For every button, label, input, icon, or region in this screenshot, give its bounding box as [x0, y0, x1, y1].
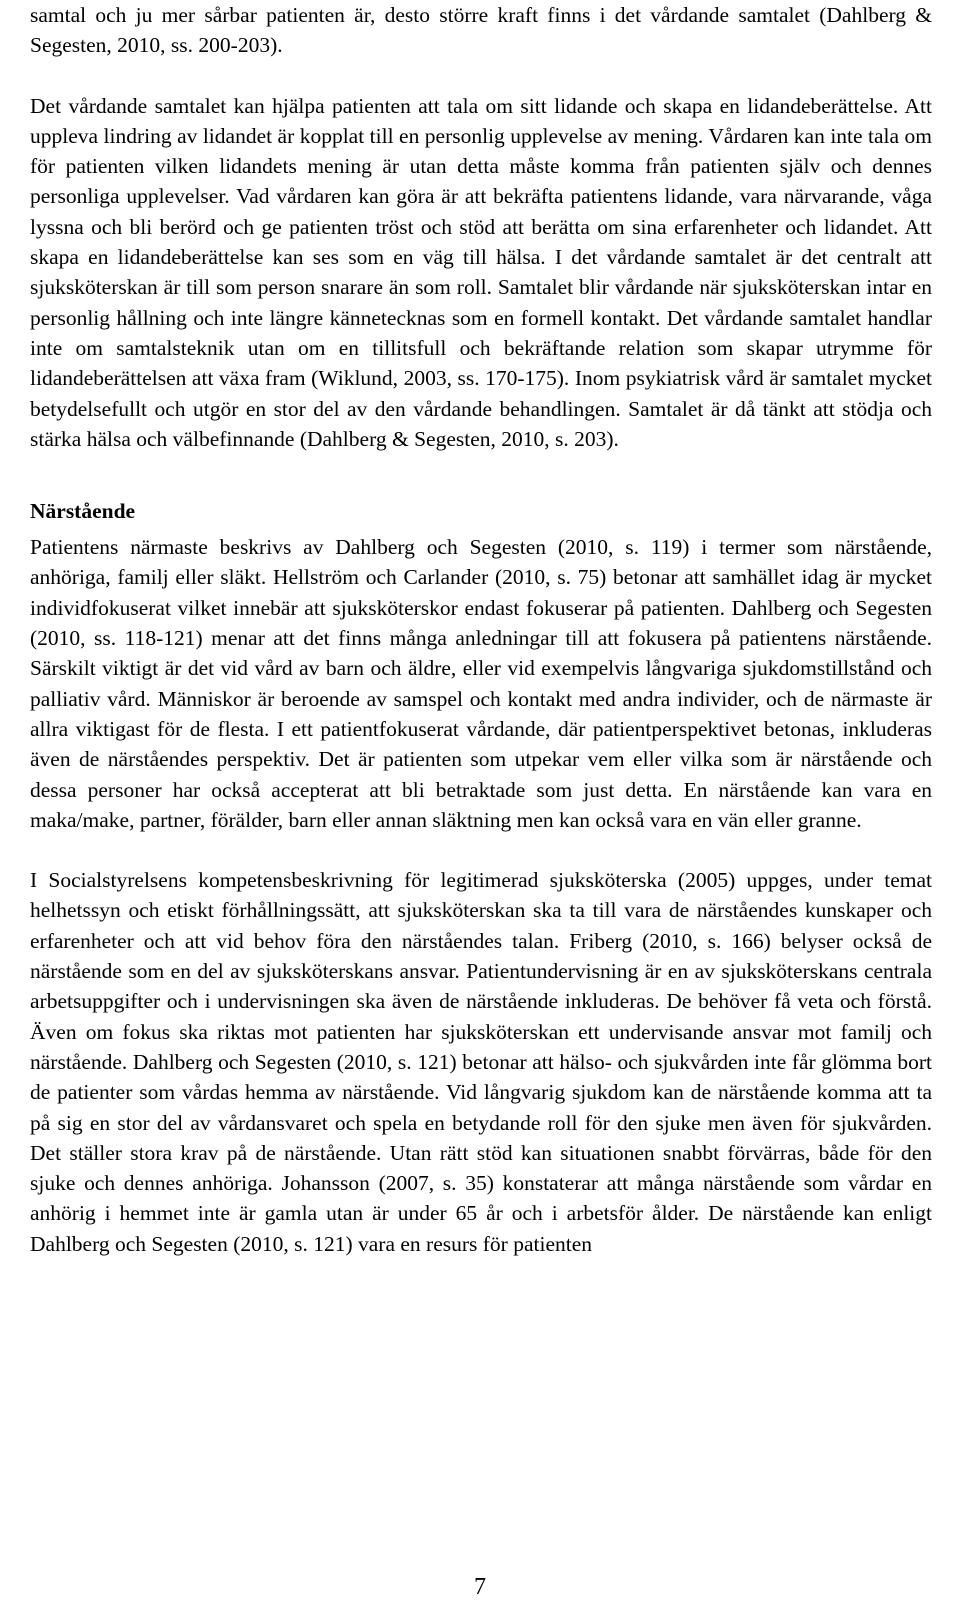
- body-paragraph: Det vårdande samtalet kan hjälpa patienten att tala om sitt lidande och skapa en lidandeberättelse. Att uppleva lindring av lidandet är kopplat till en personlig upplevelse av mening. Vårdaren kan inte tala om för patienten vilken lidandets mening är utan detta måste komma från patienten själv och dennes personliga upplevelser. Vad vårdaren kan göra är att bekräfta patientens lidande, vara närvarande, våga lyssna och bli berörd och ge patienten tröst och stöd att berätta om sina erfarenheter och lidandet. Att skapa en lidandeberättelse kan ses som en väg till hälsa. I det vårdande samtalet är det centralt att sjuksköterskan är till som person snarare än som roll. Samtalet blir vårdande när sjuksköterskan intar en personlig hållning och inte längre kännetecknas som en formell kontakt. Det vårdande samtalet handlar inte om samtalsteknik utan om en tillitsfull och bekräftande relation som skapar utrymme för lidandeberättelsen att växa fram (Wiklund, 2003, ss. 170-175). Inom psykiatrisk vård är samtalet mycket betydelsefullt och utgör en stor del av den vårdande behandlingen. Samtalet är då tänkt att stödja och stärka hälsa och välbefinnande (Dahlberg & Segesten, 2010, s. 203).: [30, 93, 932, 451]
- body-paragraph: I Socialstyrelsens kompetensbeskrivning för legitimerad sjuksköterska (2005) uppges, under temat helhetssyn och etiskt förhållningssätt, att sjuksköterskan ska ta till vara de närståendes kunskaper och erfarenheter och att vid behov föra den närståendes talan. Friberg (2010, s. 166) belyser också de närstående som en del av sjuksköterskans ansvar. Patientundervisning är en av sjuksköterskans centrala arbetsuppgifter och i undervisningen ska även de närstående inkluderas. De behöver få veta och förstå. Även om fokus ska riktas mot patienten har sjuksköterskan ett undervisande ansvar mot familj och närstående. Dahlberg och Segesten (2010, s. 121) betonar att hälso- och sjukvården inte får glömma bort de patienter som vårdas hemma av närstående. Vid långvarig sjukdom kan de närstående komma att ta på sig en stor del av vårdansvaret och spela en betydande roll för den sjuke men även för sjukvården. Det ställer stora krav på de närstående. Utan rätt stöd kan situationen snabbt förvärras, både för den sjuke och dennes anhöriga. Johansson (2007, s. 35) konstaterar att många närstående som vårdar en anhörig i hemmet inte är gamla utan är under 65 år och i arbetsför ålder. De närstående kan enligt Dahlberg och Segesten (2010, s. 121) vara en resurs för patienten: [30, 868, 932, 1256]
- section-heading: Närstående: [30, 499, 136, 524]
- body-paragraph: samtal och ju mer sårbar patienten är, desto större kraft finns i det vårdande samtalet (Dahlberg & Segesten, 2010, ss. 200-203).: [30, 3, 932, 58]
- body-paragraph: Patientens närmaste beskrivs av Dahlberg och Segesten (2010, s. 119) i termer som närstående, anhöriga, familj eller släkt. Hellström och Carlander (2010, s. 75) betonar att samhället idag är mycket individfokuserat vilket innebär att sjuksköterskor endast fokuserar på patienten. Dahlberg och Segesten (2010, ss. 118-121) menar att det finns många anledningar till att fokusera på patientens närstående. Särskilt viktigt är det vid vård av barn och äldre, eller vid exempelvis långvariga sjukdomstillstånd och palliativ vård. Människor är beroende av samspel och kontakt med andra individer, och de närmaste är allra viktigast för de flesta. I ett patientfokuserat vårdande, där patientperspektivet betonas, inkluderas även de närståendes perspektiv. Det är patienten som utpekar vem eller vilka som är närstående och dessa personer har också accepterat att bli betraktade som just detta. En närstående kan vara en maka/make, partner, förälder, barn eller annan släktning men kan också vara en vän eller granne.: [30, 535, 932, 832]
- page-content: [30, 0, 932, 1259]
- page-number: 7: [474, 1574, 486, 1600]
